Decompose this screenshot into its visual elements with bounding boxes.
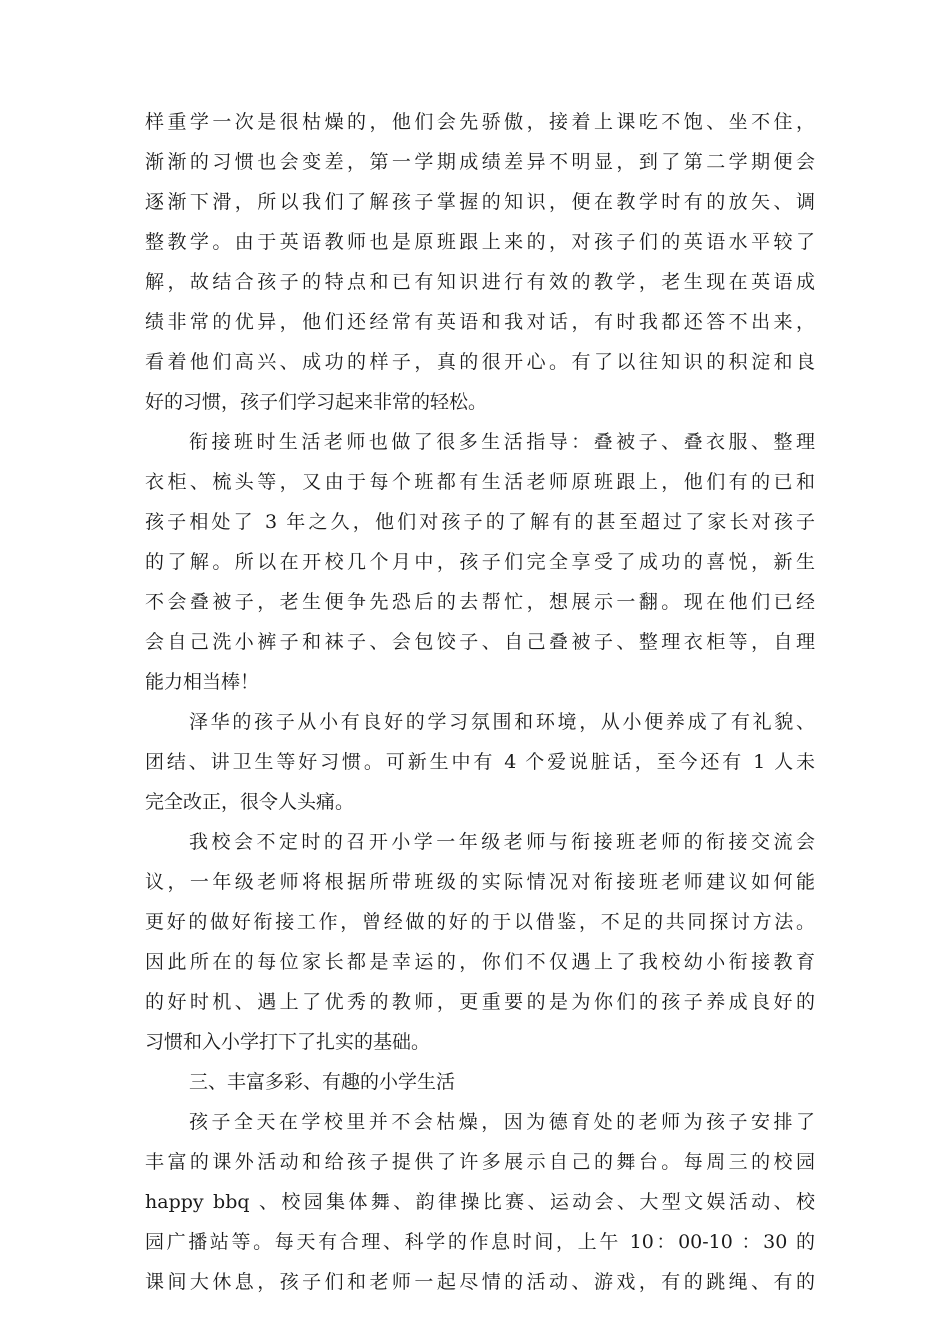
text-line: 样重学一次是很枯燥的，他们会先骄傲，接着上课吃不饱、坐不住，: [145, 111, 815, 133]
text-line: 团结、讲卫生等好习惯。可新生中有 4 个爱说脏话，至今还有 1 人未: [145, 751, 815, 773]
text-line: 会自己洗小裤子和袜子、会包饺子、自己叠被子、整理衣柜等，自理: [145, 631, 815, 653]
text-line: 看着他们高兴、成功的样子，真的很开心。有了以往知识的积淀和良: [145, 351, 815, 373]
text-line: 渐渐的习惯也会变差，第一学期成绩差异不明显，到了第二学期便会: [145, 151, 815, 173]
text-line: 园广播站等。每天有合理、科学的作息时间，上午 10：00-10 ：30 的: [145, 1231, 815, 1253]
paragraph-first-line: 我校会不定时的召开小学一年级老师与衔接班老师的衔接交流会: [189, 831, 815, 853]
text-line: 习惯和入小学打下了扎实的基础。: [145, 1031, 431, 1053]
paragraph-first-line: 三、丰富多彩、有趣的小学生活: [189, 1071, 456, 1093]
text-line: 的好时机、遇上了优秀的教师，更重要的是为你们的孩子养成良好的: [145, 991, 815, 1013]
text-line: happy bbq 、校园集体舞、韵律操比赛、运动会、大型文娱活动、校: [145, 1191, 815, 1213]
text-line: 能力相当棒！: [145, 671, 260, 693]
text-line: 议，一年级老师将根据所带班级的实际情况对衔接班老师建议如何能: [145, 871, 815, 893]
text-line: 逐渐下滑，所以我们了解孩子掌握的知识，便在教学时有的放矢、调: [145, 191, 815, 213]
text-line: 的了解。所以在开校几个月中，孩子们完全享受了成功的喜悦，新生: [145, 551, 815, 573]
text-line: 整教学。由于英语教师也是原班跟上来的，对孩子们的英语水平较了: [145, 231, 815, 253]
paragraph-first-line: 泽华的孩子从小有良好的学习氛围和环境，从小便养成了有礼貌、: [189, 711, 815, 733]
text-line: 不会叠被子，老生便争先恐后的去帮忙，想展示一翻。现在他们已经: [145, 591, 815, 613]
text-line: 解，故结合孩子的特点和已有知识进行有效的教学，老生现在英语成: [145, 271, 815, 293]
paragraph-first-line: 衔接班时生活老师也做了很多生活指导：叠被子、叠衣服、整理: [189, 431, 815, 453]
text-line: 因此所在的每位家长都是幸运的，你们不仅遇上了我校幼小衔接教育: [145, 951, 815, 973]
text-line: 孩子相处了 3 年之久，他们对孩子的了解有的甚至超过了家长对孩子: [145, 511, 815, 533]
text-line: 衣柜、梳头等，又由于每个班都有生活老师原班跟上，他们有的已和: [145, 471, 815, 493]
text-line: 更好的做好衔接工作，曾经做的好的于以借鉴，不足的共同探讨方法。: [145, 911, 815, 933]
text-line: 丰富的课外活动和给孩子提供了许多展示自己的舞台。每周三的校园: [145, 1151, 815, 1173]
text-line: 完全改正，很令人头痛。: [145, 791, 355, 813]
text-line: 课间大休息，孩子们和老师一起尽情的活动、游戏，有的跳绳、有的: [145, 1271, 815, 1293]
document-body: [145, 102, 815, 1302]
text-line: 绩非常的优异，他们还经常有英语和我对话，有时我都还答不出来，: [145, 311, 815, 333]
paragraph-first-line: 孩子全天在学校里并不会枯燥，因为德育处的老师为孩子安排了: [189, 1111, 815, 1133]
text-line: 好的习惯，孩子们学习起来非常的轻松。: [145, 391, 488, 413]
